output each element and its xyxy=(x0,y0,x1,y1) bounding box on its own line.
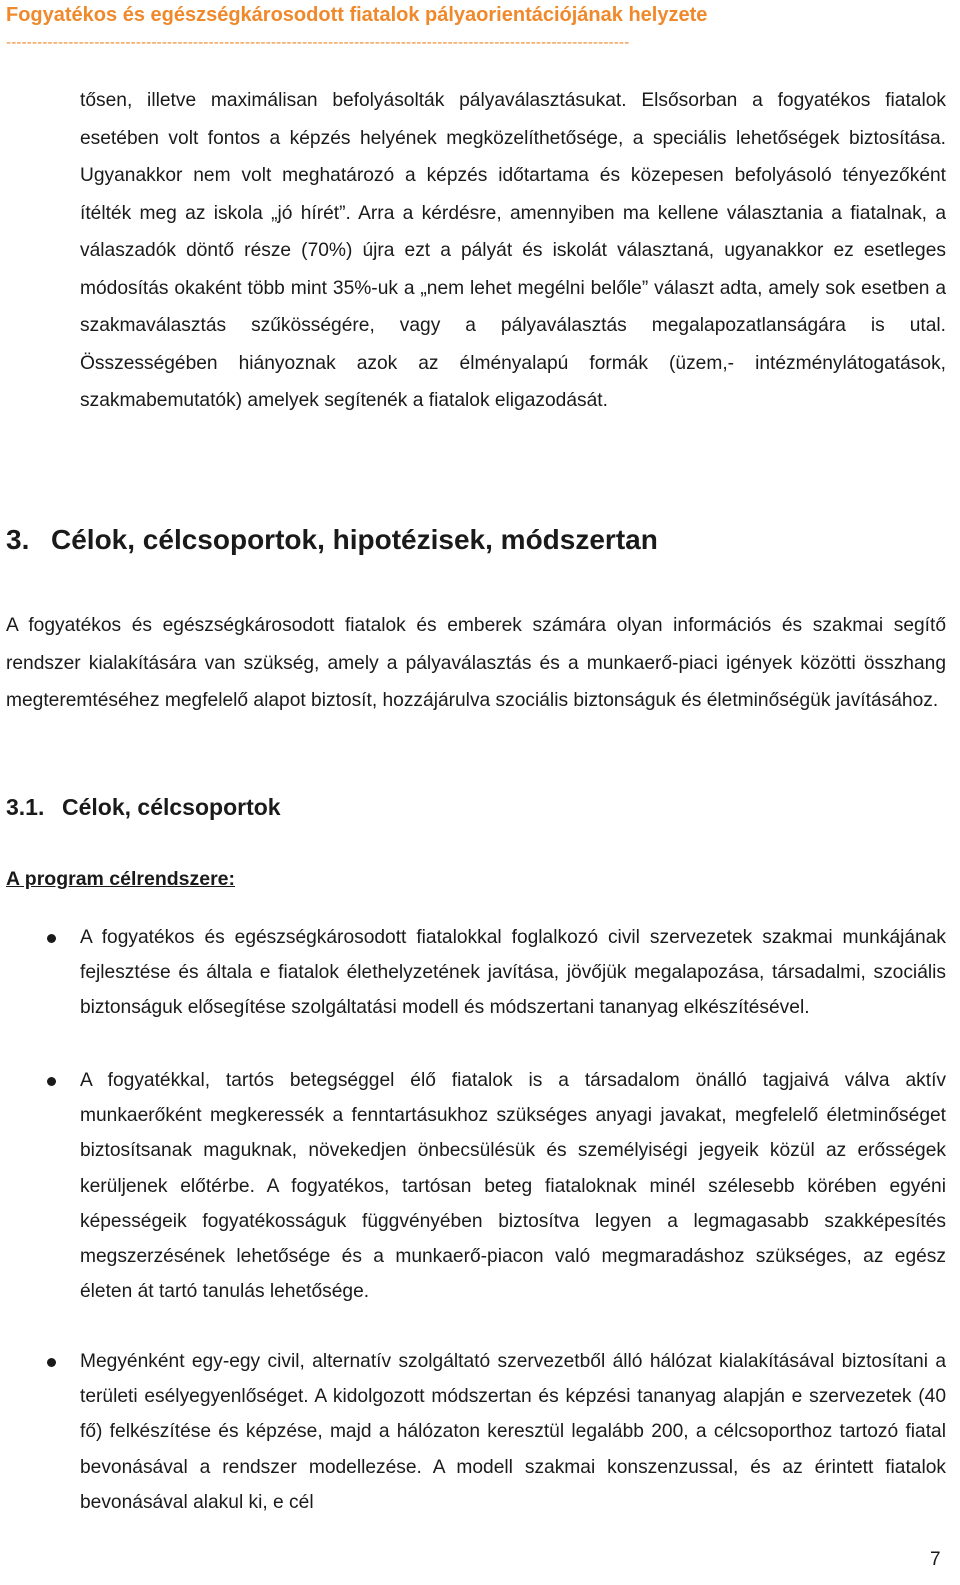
list-item xyxy=(80,920,946,1026)
list-item xyxy=(80,1344,946,1520)
bullet-icon xyxy=(47,1358,56,1367)
list-item xyxy=(80,1063,946,1309)
intro-paragraph: tősen, illetve maximálisan befolyásolták pályaválasztásukat. Elsősorban a fogyatékos fiatalok esetében volt fontos a képzés helyének megközelíthetősége, a speciális lehetőségek biztosítása. Ugyanakkor nem volt meghatározó a képzés időtartama és közepesen befolyásoló tényezőként ítélték meg az iskola „jó hírét”. Arra a kérdésre, amennyiben ma kellene választania a fiatalnak, a válaszadók döntő része (70%) újra ezt a pályát és iskolát választaná, ugyanakkor ez esetleges módosítás okaként több mint 35%-uk a „nem lehet megélni belőle” választ adta, amely sok esetben a szakmaválasztás szűkösségére, vagy a pályaválasztás megalapozatlanságára is utal. Összességében hiányoznak azok az élményalapú formák (üzem,- intézménylátogatások, szakmabemutatók) amelyek segítenék a fiatalok eligazodását. xyxy=(80,90,946,411)
section-3-paragraph: A fogyatékos és egészségkárosodott fiatalok és emberek számára olyan információs és szakmai segítő rendszer kialakítására van szükség, amely a pályaválasztás és a munkaerő-piaci igények közötti összhang megteremtéséhez megfelelő alapot biztosít, hozzájárulva szociális biztonságuk és életminőségük javításához. xyxy=(6,615,946,711)
program-goals-heading: A program célrendszere: xyxy=(6,868,236,890)
list-item-text: Megyénként egy-egy civil, alternatív szolgáltató szervezetből álló hálózat kialakításával biztosítani a területi esélyegyenlőséget. A kidolgozott módszertan és képzési tananyag alapján e szervezetek (40 fő) felkészítése és képzése, majd a hálózaton keresztül legalább 200, a célcsoporthoz tartozó fiatal bevonásával a rendszer modellezése. A modell szakmai konszenzussal, és az érintett fiatalok bevonásával alakul ki, e cél xyxy=(80,1351,946,1513)
running-header-title: Fogyatékos és egészségkárosodott fiatalok pályaorientációjának helyzete xyxy=(6,4,708,26)
section-3-1-title: Célok, célcsoportok xyxy=(62,794,281,820)
page-number: 7 xyxy=(930,1549,941,1570)
list-item-text: A fogyatékkal, tartós betegséggel élő fiatalok is a társadalom önálló tagjaivá válva aktív munkaerőként megkeressék a fenntartásukhoz szükséges anyagi javakat, megfelelő életminőséget biztosítsanak maguknak, növekedjen önbecsülésük és személyiségi jegyeik közül az erősségek kerüljenek előtérbe. A fogyatékos, tartósan beteg fiataloknak minél szélesebb körében egyéni képességeik fogyatékosságuk függvényében biztosítva legyen a legmagasabb szakképesítés megszerzésének lehetősége és a munkaerő-piacon való megmaradáshoz szükséges, az egész életen át tartó tanulás lehetősége. xyxy=(80,1070,946,1303)
bullet-icon xyxy=(47,1077,56,1086)
section-3-title: Célok, célcsoportok, hipotézisek, módszertan xyxy=(51,524,658,555)
bullet-icon xyxy=(47,934,56,943)
section-3-1-number: 3.1. xyxy=(6,794,45,820)
section-3-1-heading xyxy=(6,794,281,821)
running-header-rule: ------------------------------------------------------------------------------------------------------------------------ xyxy=(6,34,630,51)
section-3-number: 3. xyxy=(6,524,30,555)
section-3-heading xyxy=(6,524,658,556)
list-item-text: A fogyatékos és egészségkárosodott fiatalokkal foglalkozó civil szervezetek szakmai munkájának fejlesztése és általa e fiatalok élethelyzetének javítása, jövőjük megalapozása, társadalmi, szociális biztonságuk elősegítése szolgáltatási modell és módszertani tananyag elkészítésével. xyxy=(80,927,946,1019)
